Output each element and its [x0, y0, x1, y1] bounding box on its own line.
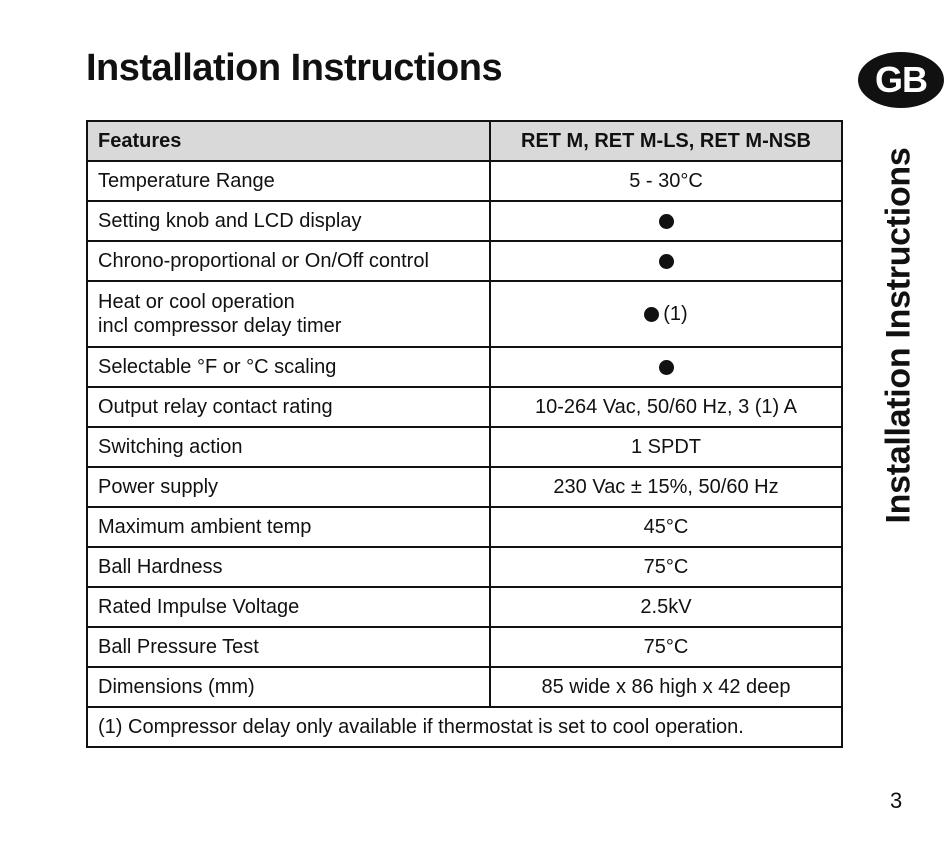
bullet-icon [659, 214, 674, 229]
value-cell: 230 Vac ± 15%, 50/60 Hz [490, 467, 842, 507]
table-header-row [87, 121, 842, 161]
language-badge: GB [858, 52, 944, 108]
footnote-ref: (1) [663, 303, 688, 325]
value-cell: 1 SPDT [490, 427, 842, 467]
table-row [87, 241, 842, 281]
header-models: RET M, RET M-LS, RET M-NSB [490, 121, 842, 161]
feature-line: Heat or cool operation [98, 291, 295, 313]
feature-cell: Dimensions (mm) [87, 667, 490, 707]
feature-cell: Ball Pressure Test [87, 627, 490, 667]
feature-cell [87, 281, 490, 347]
feature-line: incl compressor delay timer [98, 315, 342, 337]
side-title-text: Installation Instructions [879, 147, 918, 523]
table-row [87, 161, 842, 201]
feature-cell: Rated Impulse Voltage [87, 587, 490, 627]
table-row [87, 281, 842, 347]
footnote-row [87, 707, 842, 747]
table-row [87, 507, 842, 547]
table-row [87, 347, 842, 387]
feature-cell: Setting knob and LCD display [87, 201, 490, 241]
value-cell: 2.5kV [490, 587, 842, 627]
value-cell: 45°C [490, 507, 842, 547]
page-number: 3 [890, 788, 903, 813]
value-cell [490, 281, 842, 347]
feature-cell: Output relay contact rating [87, 387, 490, 427]
side-title [878, 130, 920, 540]
features-table [86, 120, 843, 748]
value-cell [490, 347, 842, 387]
feature-cell: Switching action [87, 427, 490, 467]
header-features: Features [87, 121, 490, 161]
feature-cell: Selectable °F or °C scaling [87, 347, 490, 387]
table-row [87, 467, 842, 507]
feature-cell: Temperature Range [87, 161, 490, 201]
value-cell: 10-264 Vac, 50/60 Hz, 3 (1) A [490, 387, 842, 427]
value-cell [490, 201, 842, 241]
table-row [87, 667, 842, 707]
page-title: Installation Instructions [86, 47, 503, 89]
table-row [87, 627, 842, 667]
table-row [87, 587, 842, 627]
feature-cell: Maximum ambient temp [87, 507, 490, 547]
bullet-icon [644, 307, 659, 322]
feature-cell: Ball Hardness [87, 547, 490, 587]
table-row [87, 201, 842, 241]
table-row [87, 547, 842, 587]
footnote: (1) Compressor delay only available if thermostat is set to cool operation. [87, 707, 842, 747]
value-cell: 5 - 30°C [490, 161, 842, 201]
feature-cell: Power supply [87, 467, 490, 507]
bullet-icon [659, 360, 674, 375]
table-row [87, 387, 842, 427]
bullet-icon [659, 254, 674, 269]
value-cell [490, 241, 842, 281]
table-row [87, 427, 842, 467]
value-cell: 75°C [490, 547, 842, 587]
value-cell: 75°C [490, 627, 842, 667]
value-cell: 85 wide x 86 high x 42 deep [490, 667, 842, 707]
feature-cell: Chrono-proportional or On/Off control [87, 241, 490, 281]
